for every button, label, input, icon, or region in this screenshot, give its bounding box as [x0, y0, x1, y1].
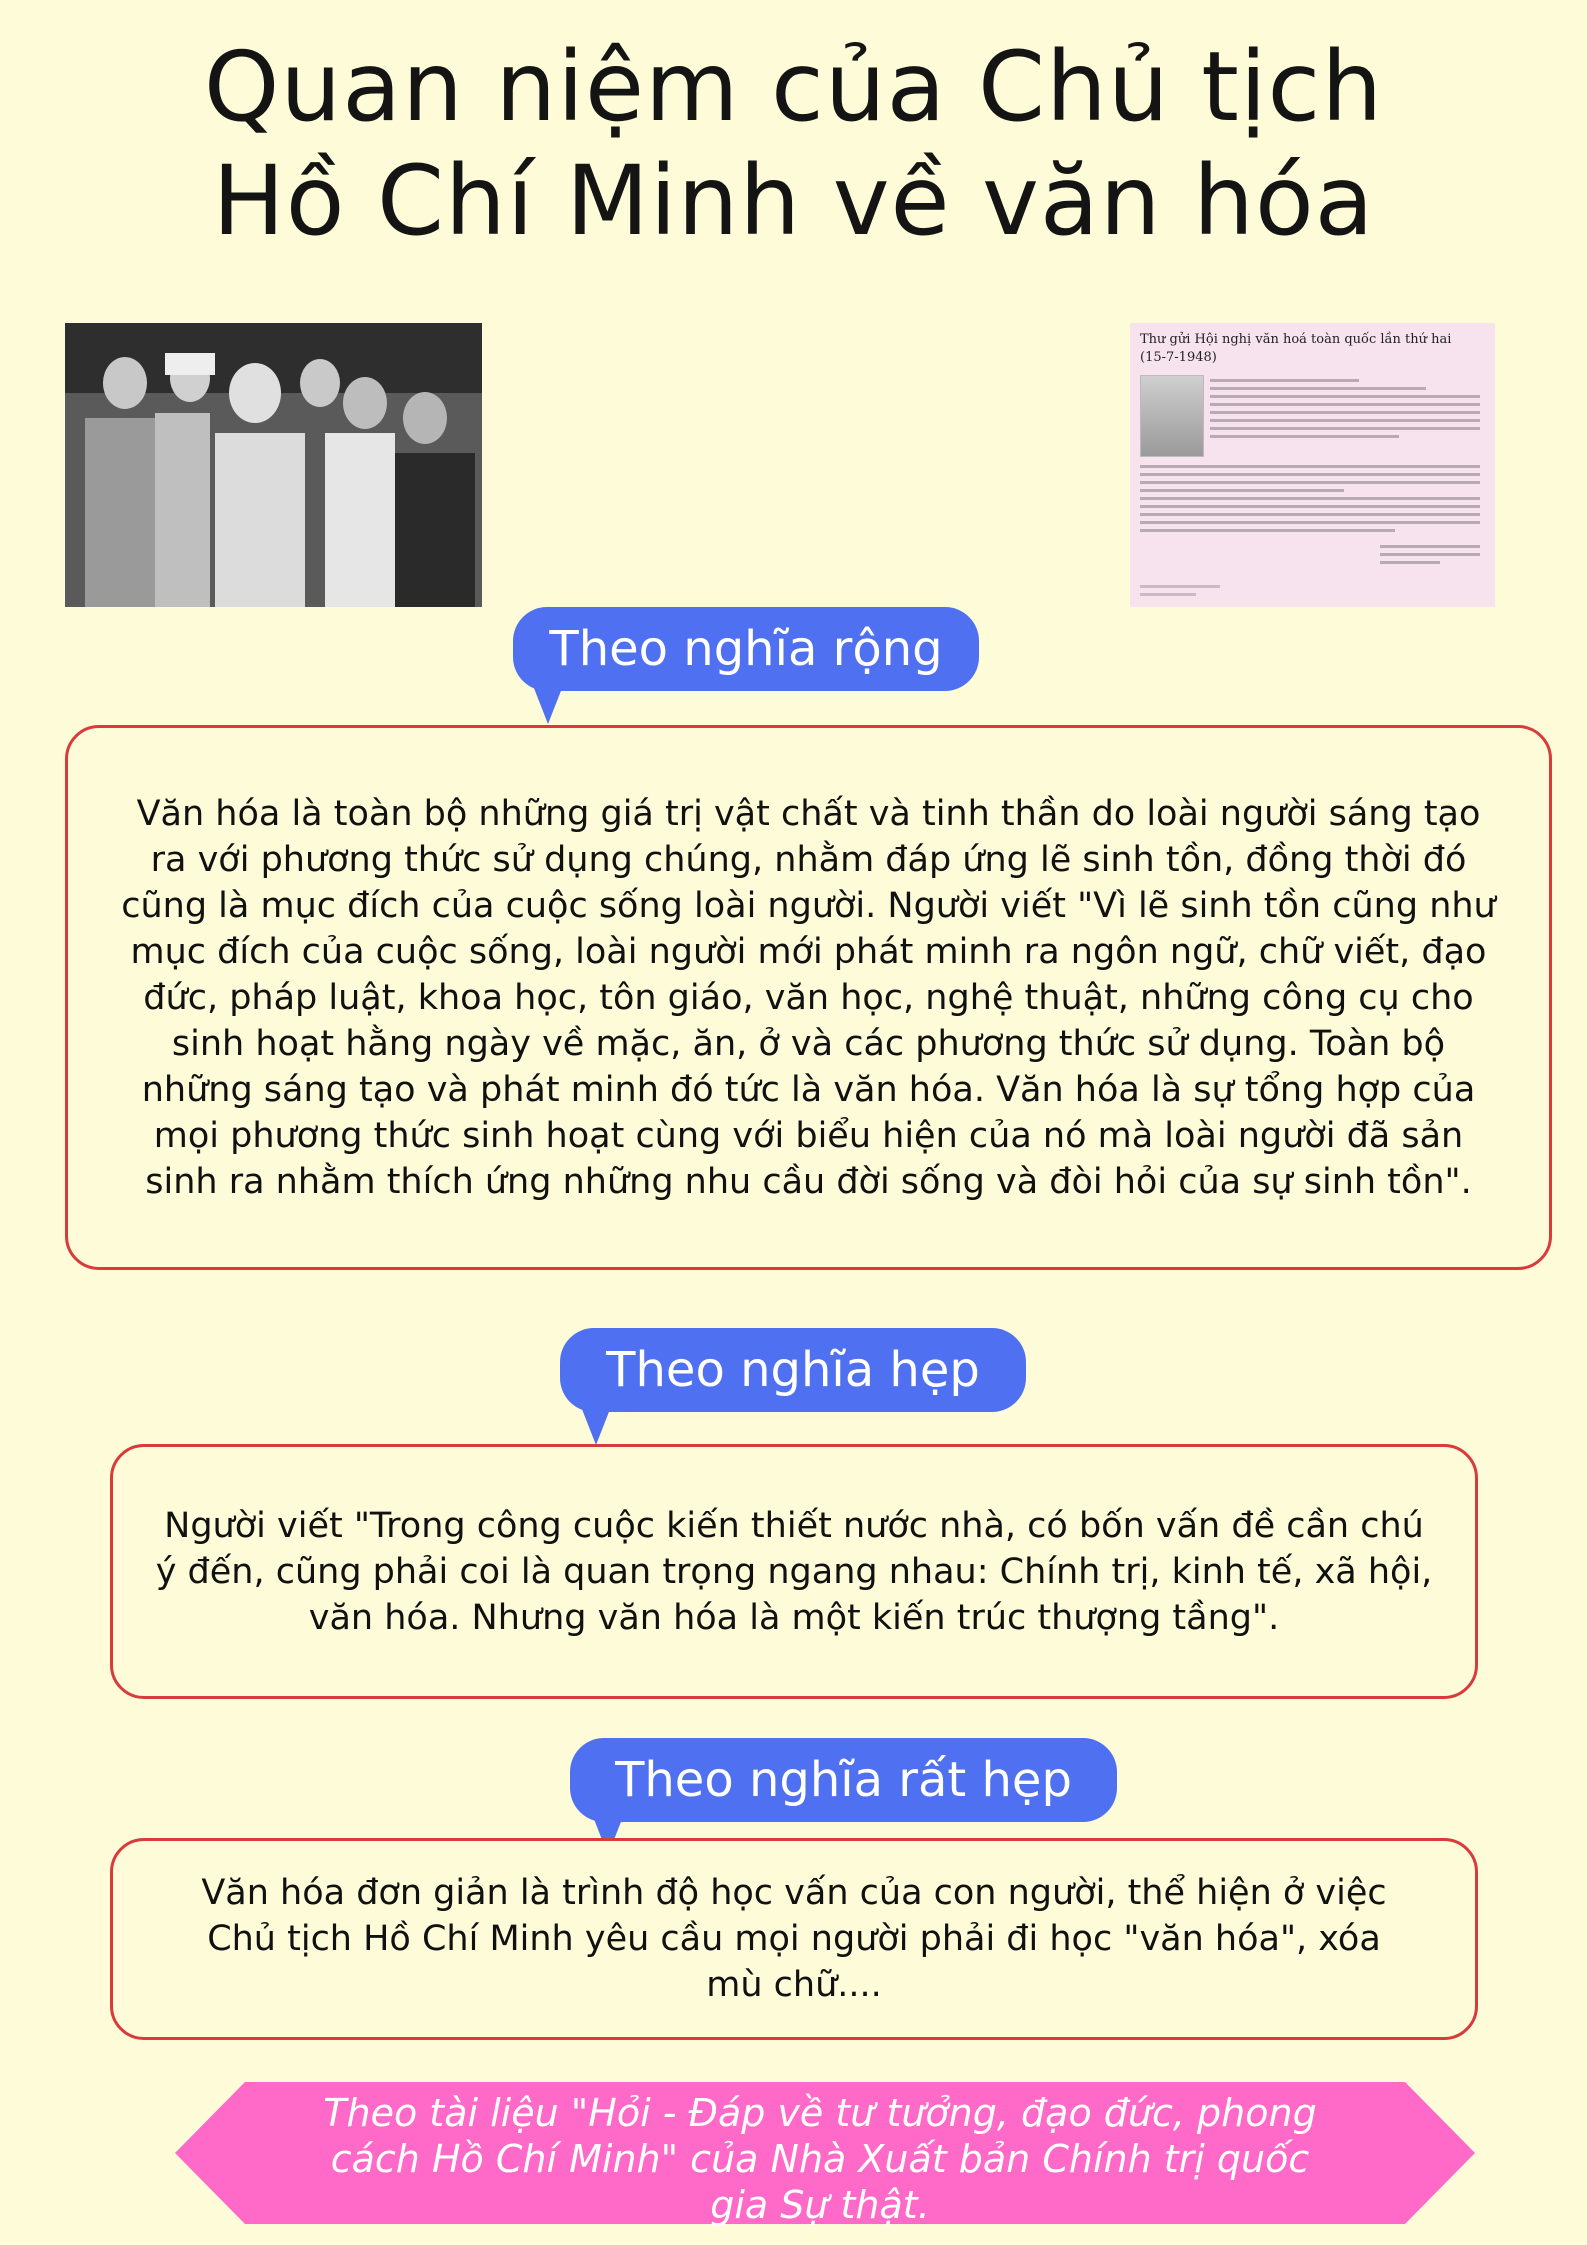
letter-text-lines: [1210, 379, 1480, 443]
letter-text-lines-2: [1140, 465, 1480, 537]
very-narrow-meaning-box: [110, 1838, 1478, 2040]
title-line-1: Quan niệm của Chủ tịch: [203, 31, 1384, 143]
broad-meaning-box: [65, 725, 1552, 1270]
title-line-2: Hồ Chí Minh về văn hóa: [212, 145, 1375, 257]
portrait-image: [1140, 375, 1204, 457]
label-narrow-meaning: Theo nghĩa hẹp: [560, 1328, 1026, 1412]
narrow-meaning-box: [110, 1444, 1478, 1699]
letter-source: [1140, 585, 1220, 601]
letter-signature: [1380, 545, 1480, 569]
label-broad-meaning: Theo nghĩa rộng: [513, 607, 979, 691]
bubble-tail: [578, 1399, 614, 1445]
narrow-meaning-text: Người viết "Trong công cuộc kiến thiết nước nhà, có bốn vấn đề cần chú ý đến, cũng phải coi là quan trọng ngang nhau: Chính trị, kinh tế, xã hội, văn hóa. Nhưng văn hóa là một kiến trúc thượng tầng".: [155, 1505, 1433, 1638]
source-text: Theo tài liệu "Hỏi - Đáp về tư tưởng, đạo đức, phong cách Hồ Chí Minh" của Nhà Xuất bản Chính trị quốc gia Sự thật.: [323, 2091, 1317, 2227]
broad-meaning-text: Văn hóa là toàn bộ những giá trị vật chất và tinh thần do loài người sáng tạo ra với phương thức sử dụng chúng, nhằm đáp ứng lẽ sinh tồn, đồng thời đó cũng là mục đích của cuộc sống loài người. Người viết "Vì lẽ sinh tồn cũng như mục đích của cuộc sống, loài người mới phát minh ra ngôn ngữ, chữ viết, đạo đức, pháp luật, khoa học, tôn giáo, văn học, nghệ thuật, những công cụ cho sinh hoạt hằng ngày về mặc, ăn, ở và các phương thức sử dụng. Toàn bộ những sáng tạo và phát minh đó tức là văn hóa. Văn hóa là sự tổng hợp của mọi phương thức sinh hoạt cùng với biểu hiện của nó mà loài người đã sản sinh ra nhằm thích ứng những nhu cầu đời sống và đòi hỏi của sự sinh tồn".: [121, 793, 1496, 1202]
bubble-tail: [530, 678, 566, 724]
label-very-narrow-meaning: Theo nghĩa rất hẹp: [570, 1738, 1117, 1822]
letter-image: [1130, 323, 1495, 607]
page-title: [60, 30, 1527, 258]
historical-photo: [65, 323, 482, 607]
letter-heading: Thư gửi Hội nghị văn hoá toàn quốc lần thứ hai (15-7-1948): [1140, 332, 1452, 365]
very-narrow-meaning-text: Văn hóa đơn giản là trình độ học vấn của con người, thể hiện ở việc Chủ tịch Hồ Chí Minh yêu cầu mọi người phải đi học "văn hóa", xóa mù chữ....: [201, 1873, 1387, 2005]
